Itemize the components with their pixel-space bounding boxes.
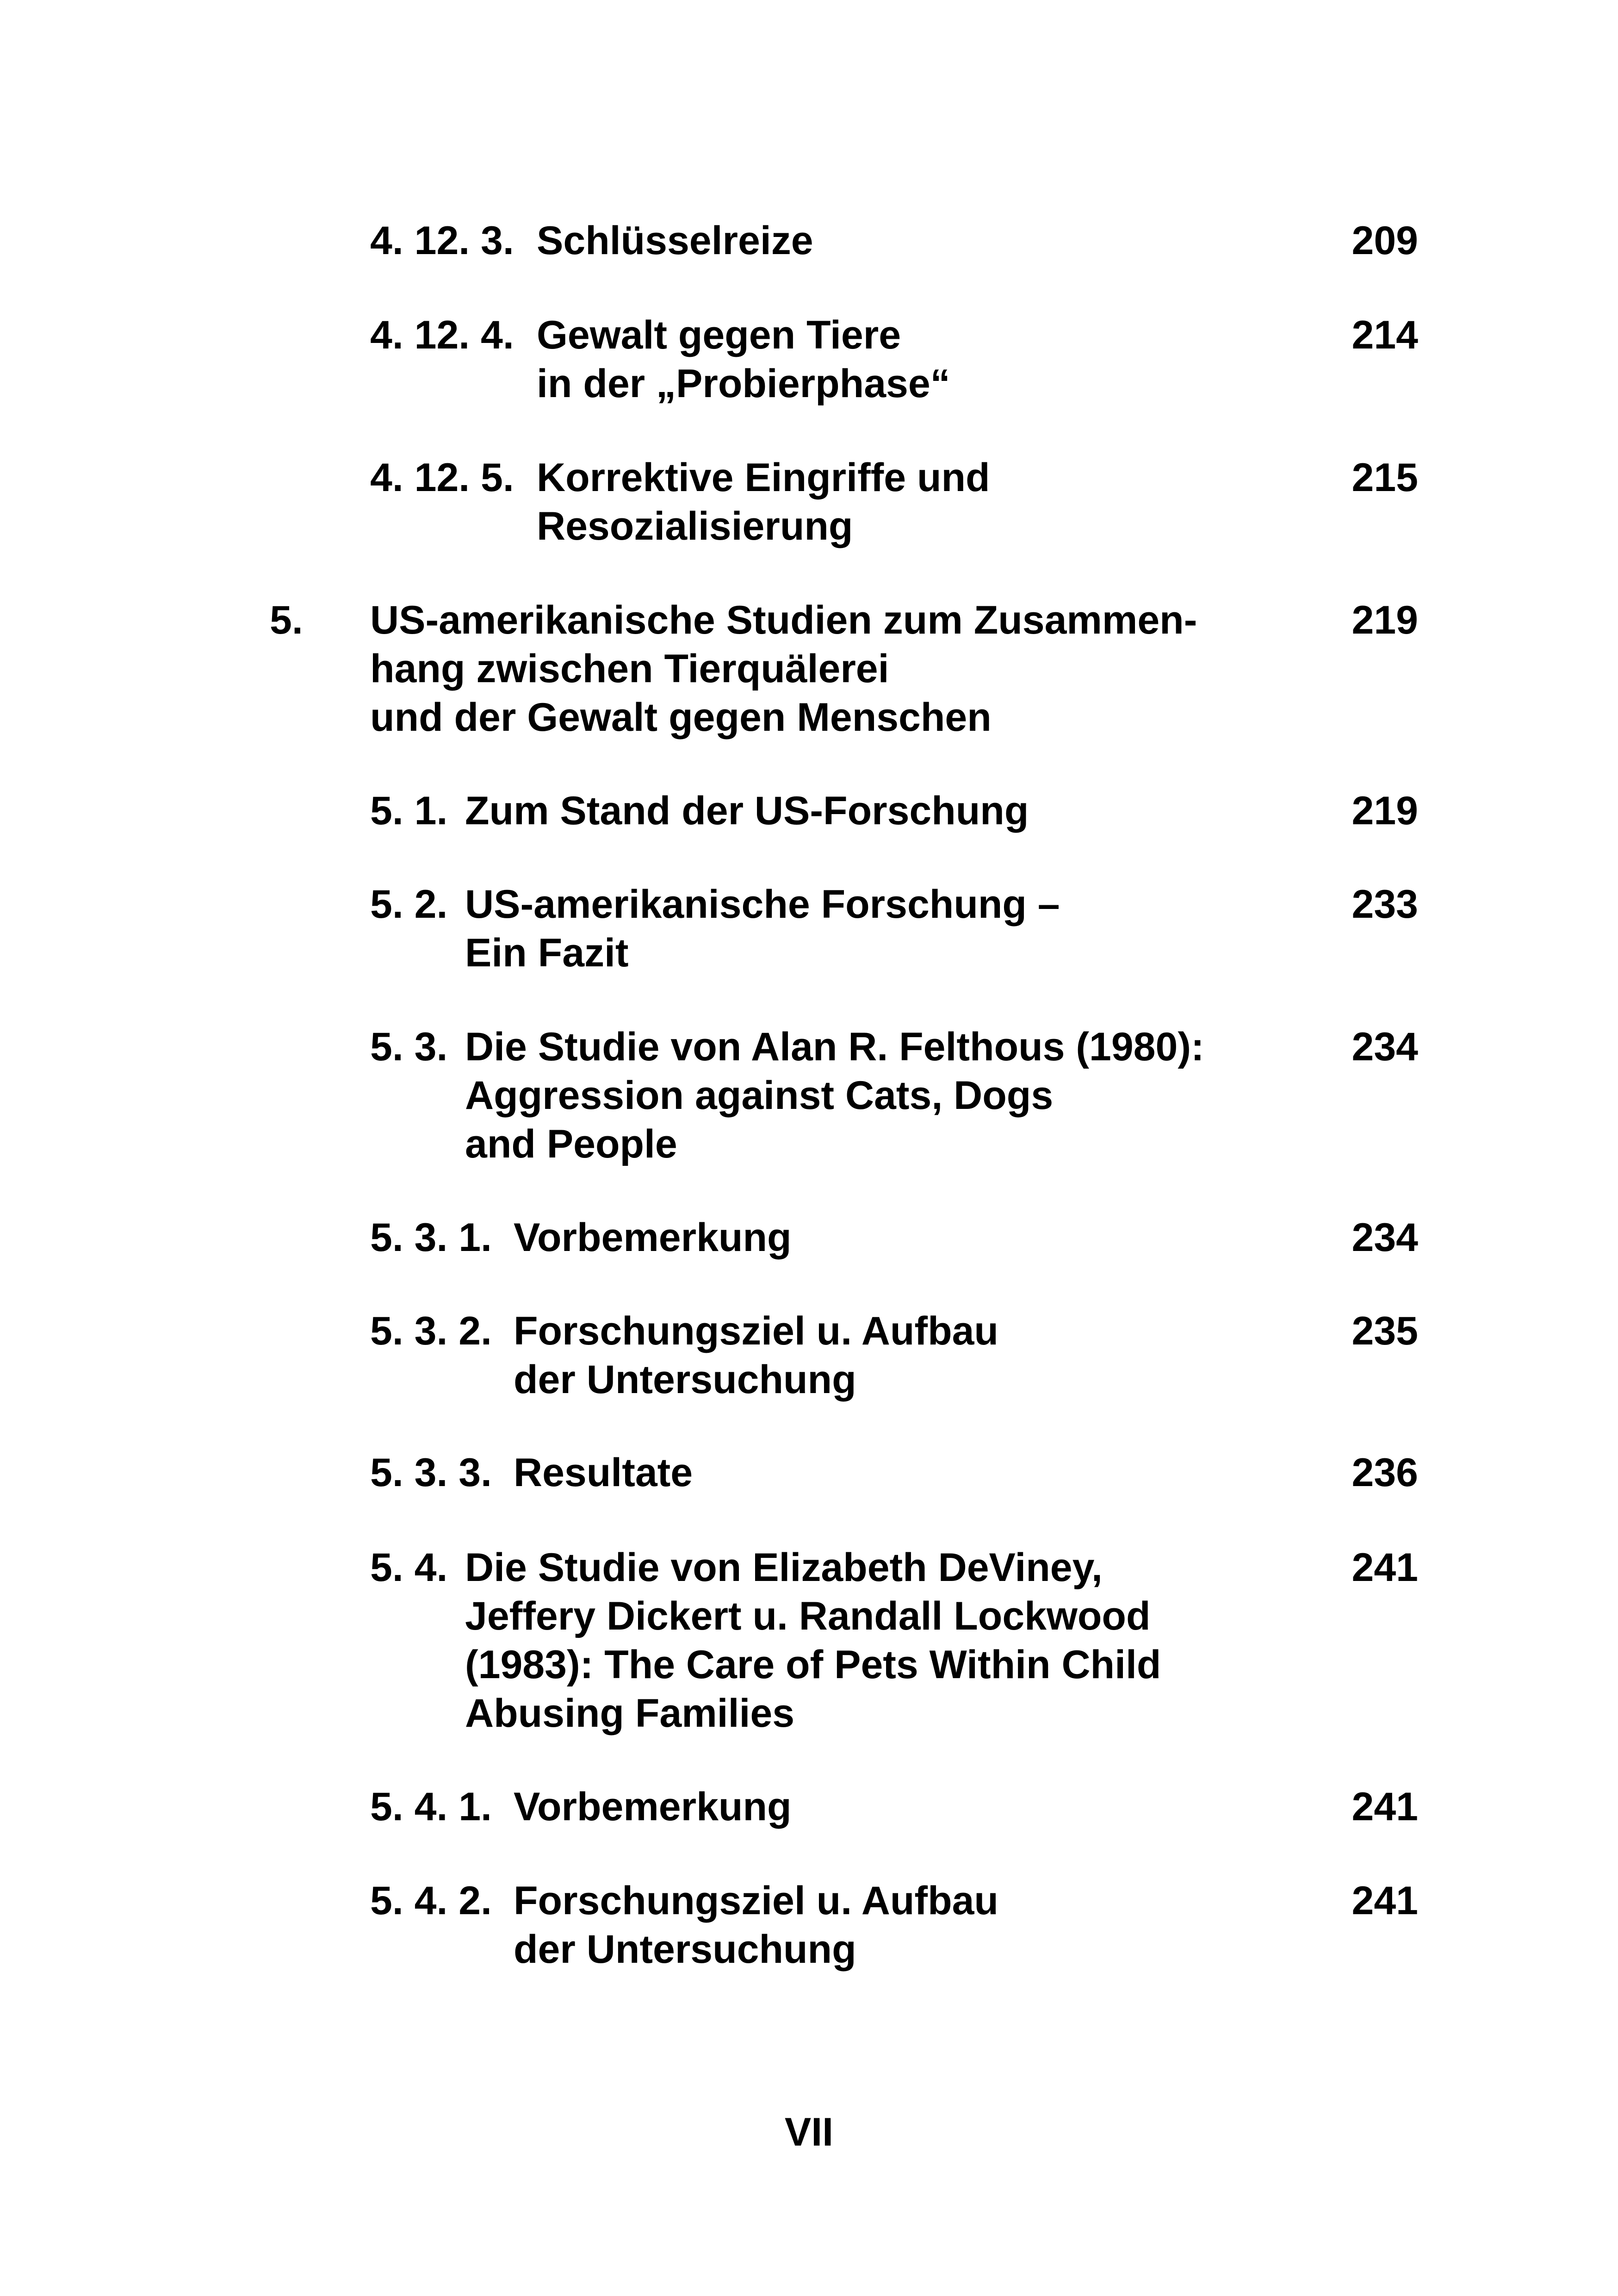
page-number: VII bbox=[784, 2110, 834, 2154]
toc-entry-title: Korrektive Eingriffe und bbox=[537, 455, 990, 500]
toc-entry-title: Vorbemerkung bbox=[514, 1785, 792, 1829]
toc-entry-number: 5. 4. 2. bbox=[370, 1879, 492, 1923]
toc-entry-title-continued: Abusing Families bbox=[465, 1691, 795, 1736]
toc-entry-title-continued: Resozialisierung bbox=[537, 504, 853, 548]
toc-entry-title: Forschungsziel u. Aufbau bbox=[514, 1309, 998, 1353]
toc-entry-number: 5. bbox=[270, 598, 303, 642]
toc-entry-page: 235 bbox=[1351, 1309, 1418, 1353]
toc-entry-page: 214 bbox=[1351, 313, 1418, 357]
toc-entry-title-continued: Aggression against Cats, Dogs bbox=[465, 1073, 1054, 1118]
toc-entry-page: 215 bbox=[1351, 455, 1418, 500]
toc-entry-number: 5. 3. 3. bbox=[370, 1450, 492, 1495]
toc-entry-page: 209 bbox=[1351, 218, 1418, 263]
toc-entry-number: 5. 3. bbox=[370, 1025, 448, 1069]
toc-entry-page: 233 bbox=[1351, 882, 1418, 927]
toc-entry-title: Forschungsziel u. Aufbau bbox=[514, 1879, 998, 1923]
toc-entry-page: 241 bbox=[1351, 1545, 1418, 1590]
toc-entry-title-continued: (1983): The Care of Pets Within Child bbox=[465, 1643, 1161, 1687]
toc-entry-number: 5. 3. 1. bbox=[370, 1215, 492, 1260]
toc-entry-number: 4. 12. 3. bbox=[370, 218, 514, 263]
toc-entry-title: Resultate bbox=[514, 1450, 693, 1495]
toc-entry-page: 241 bbox=[1351, 1785, 1418, 1829]
toc-entry-page: 219 bbox=[1351, 789, 1418, 833]
toc-entry-title-continued: Ein Fazit bbox=[465, 931, 629, 975]
toc-entry-page: 241 bbox=[1351, 1879, 1418, 1923]
toc-entry-title-continued: der Untersuchung bbox=[514, 1357, 856, 1402]
toc-entry-title-continued: und der Gewalt gegen Menschen bbox=[370, 695, 992, 740]
toc-entry-title: Die Studie von Alan R. Felthous (1980): bbox=[465, 1025, 1204, 1069]
toc-entry-number: 5. 4. 1. bbox=[370, 1785, 492, 1829]
toc-entry-number: 5. 2. bbox=[370, 882, 448, 927]
toc-entry-title-continued: in der „Probierphase“ bbox=[537, 361, 950, 406]
toc-entry-title: Schlüsselreize bbox=[537, 218, 813, 263]
toc-entry-title: Vorbemerkung bbox=[514, 1215, 792, 1260]
toc-entry-title-continued: hang zwischen Tierquälerei bbox=[370, 647, 889, 691]
toc-entry-number: 4. 12. 5. bbox=[370, 455, 514, 500]
toc-entry-number: 5. 4. bbox=[370, 1545, 448, 1590]
toc-entry-page: 219 bbox=[1351, 598, 1418, 642]
toc-entry-number: 5. 3. 2. bbox=[370, 1309, 492, 1353]
toc-entry-page: 234 bbox=[1351, 1215, 1418, 1260]
toc-entry-number: 4. 12. 4. bbox=[370, 313, 514, 357]
toc-entry-title: Gewalt gegen Tiere bbox=[537, 313, 901, 357]
toc-entry-title: US-amerikanische Studien zum Zusammen- bbox=[370, 598, 1197, 642]
toc-entry-title: Die Studie von Elizabeth DeViney, bbox=[465, 1545, 1103, 1590]
toc-entry-title: US-amerikanische Forschung – bbox=[465, 882, 1060, 927]
toc-entry-title-continued: Jeffery Dickert u. Randall Lockwood bbox=[465, 1594, 1151, 1638]
toc-entry-title-continued: der Untersuchung bbox=[514, 1927, 856, 1972]
toc-entry-title-continued: and People bbox=[465, 1122, 677, 1166]
toc-entry-title: Zum Stand der US-Forschung bbox=[465, 789, 1029, 833]
toc-entry-number: 5. 1. bbox=[370, 789, 448, 833]
toc-entry-page: 234 bbox=[1351, 1025, 1418, 1069]
toc-entry-page: 236 bbox=[1351, 1450, 1418, 1495]
